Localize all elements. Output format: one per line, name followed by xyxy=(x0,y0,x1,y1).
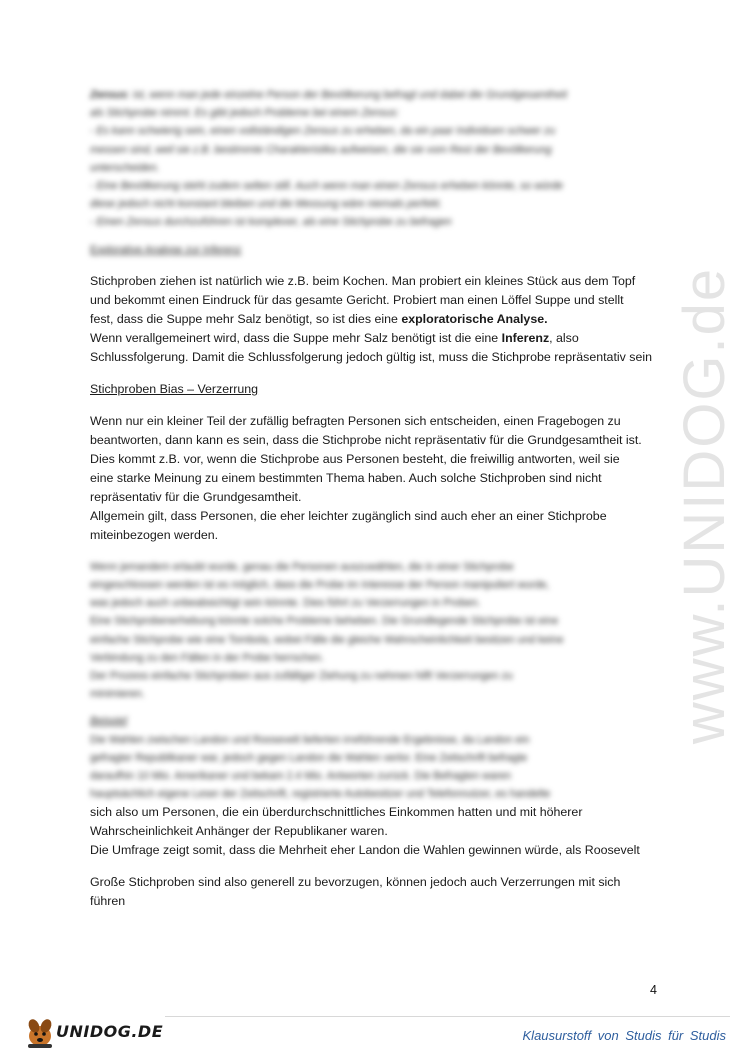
term-exploratory-analysis: exploratorische Analyse. xyxy=(401,311,548,326)
blurred-zensus-block xyxy=(90,86,665,259)
blurred-line: diese jedoch nicht konstant bleiben und die Messung wäre niemals perfekt. xyxy=(90,198,443,211)
paragraph-line: miteinbezogen werden. xyxy=(90,527,219,542)
footer-divider xyxy=(165,1016,730,1017)
paragraph-line xyxy=(90,310,665,329)
blurred-line: was jedoch auch unbeabsichtigt sein könnte. Dies führt zu Verzerrungen in Proben. xyxy=(90,597,481,610)
text-span: Wenn verallgemeinert wird, dass die Suppe mehr Salz benötigt ist die eine xyxy=(90,330,502,345)
blurred-heading: Explorative Analyse zur Inferenz xyxy=(90,243,242,256)
paragraph-line: Wahrscheinlichkeit Anhänger der Republikaner waren. xyxy=(90,824,388,839)
blurred-line xyxy=(90,86,665,104)
text-span: fest, dass die Suppe mehr Salz benötigt, so ist dies eine xyxy=(90,311,402,326)
blurred-line: Verbindung zu den Fällen in der Probe herrschen. xyxy=(90,651,324,664)
paragraph-line: Schlussfolgerung. Damit die Schlussfolgerung jedoch gültig ist, muss die Stichprobe repräsentativ sein xyxy=(90,349,653,364)
term-inference: Inferenz xyxy=(501,330,550,345)
watermark-text: www.UNIDOG.de xyxy=(672,266,738,744)
section-bias xyxy=(90,380,665,545)
paragraph-line: beantworten, dann kann es sein, dass die Stichprobe nicht repräsentativ für die Grundgesamtheit ist. xyxy=(90,432,642,447)
dog-icon xyxy=(22,1014,58,1050)
blurred-line: messen sind, weil sie z.B. bestimmte Charakteristika aufweisen, die sie vom Rest der Bevölkerung xyxy=(90,143,552,156)
blurred-line: daraufhin 10 Mio. Amerikaner und bekam 2.4 Mio. Antworten zurück. Die Befragten waren xyxy=(90,770,512,783)
blurred-sampling-block xyxy=(90,558,665,804)
paragraph-line: und bekommt einen Eindruck für das gesamte Gericht. Probiert man einen Löffel Suppe und stellt xyxy=(90,292,624,307)
text-span: , also xyxy=(549,330,579,345)
page-content xyxy=(90,86,665,911)
section-heading: Stichproben Bias – Verzerrung xyxy=(90,381,259,396)
logo-text: UNIDOG.DE xyxy=(56,1022,164,1041)
blurred-line: unterscheiden. xyxy=(90,161,160,174)
blurred-line: eingeschlossen werden ist es möglich, dass die Probe im Interesse der Person manipuliert wurde, xyxy=(90,579,550,592)
blurred-line: Der Prozess einfache Stichproben aus zufälliger Ziehung zu nehmen hilft Verzerrungen zu xyxy=(90,670,513,683)
paragraph-line xyxy=(90,329,665,348)
blurred-line: minimieren. xyxy=(90,688,145,701)
paragraph-line: führen xyxy=(90,894,126,909)
section-example-conclusion xyxy=(90,803,665,911)
footer-tagline: Klausurstoff von Studis für Studis xyxy=(522,1028,726,1043)
paragraph-line: Die Umfrage zeigt somit, dass die Mehrheit eher Landon die Wahlen gewinnen würde, als Roosevelt xyxy=(90,843,640,858)
paragraph-line: Dies kommt z.B. vor, wenn die Stichprobe aus Personen besteht, die freiwillig antworten, weil sie xyxy=(90,451,620,466)
watermark xyxy=(660,266,750,744)
paragraph-line: repräsentativ für die Grundgesamtheit. xyxy=(90,489,302,504)
paragraph-line: sich also um Personen, die ein überdurchschnittliches Einkommen hatten und mit höherer xyxy=(90,805,583,820)
blurred-line: gefragter Republikaner war, jedoch gegen Landon die Wahlen verlor. Eine Zeitschrift befragte xyxy=(90,751,528,764)
blurred-line: Die Wahlen zwischen Landon und Roosevelt lieferten irreführende Ergebnisse, da Landon ein xyxy=(90,733,530,746)
page-number: 4 xyxy=(650,983,657,997)
paragraph-line: eine starke Meinung zu einem bestimmten Thema haben. Auch solche Stichproben sind nicht xyxy=(90,470,602,485)
paragraph-line: Allgemein gilt, dass Personen, die eher leichter zugänglich sind auch eher an einer Stichprobe xyxy=(90,508,607,523)
blurred-line: - Eine Bevölkerung steht zudem selten still. Auch wenn man einen Zensus erheben könnte, so würde xyxy=(90,180,564,193)
paragraph-line: Große Stichproben sind also generell zu bevorzugen, können jedoch auch Verzerrungen mit sich xyxy=(90,875,621,890)
section-exploration xyxy=(90,272,665,367)
blurred-line: hauptsächlich eigene Leser der Zeitschrift, registrierte Autobesitzer und Telefonnutzer, es handelte xyxy=(90,788,551,801)
blurred-line: einfache Stichprobe wie eine Tombola, wobei Fälle die gleiche Wahrscheinlichkeit besitzen und keine xyxy=(90,633,564,646)
blurred-line: - Es kann schwierig sein, einen vollständigen Zensus zu erheben, da ein paar Individuen schwer zu xyxy=(90,125,556,138)
blurred-line: Wenn jemandem erlaubt wurde, genau die Personen auszuwählen, die in einer Stichprobe xyxy=(90,560,514,573)
paragraph-line: Stichproben ziehen ist natürlich wie z.B. beim Kochen. Man probiert ein kleines Stück aus dem Topf xyxy=(90,273,636,288)
unidog-logo xyxy=(22,1012,162,1052)
blurred-heading: Beispiel xyxy=(90,715,128,728)
blurred-line: als Stichprobe nimmt. Es gibt jedoch Probleme bei einem Zensus: xyxy=(90,107,400,120)
blurred-line: - Einen Zensus durchzuführen ist komplexer, als eine Stichprobe zu befragen xyxy=(90,216,452,229)
blurred-line: Eine Stichprobenerhebung könnte solche Probleme beheben. Die Grundlegende Stichprobe ist eine xyxy=(90,615,559,628)
paragraph-line: Wenn nur ein kleiner Teil der zufällig befragten Personen sich entscheiden, einen Fragebogen zu xyxy=(90,413,621,428)
term-zensus: Zensus xyxy=(90,89,128,101)
blurred-text: : ist, wenn man jede einzelne Person der Bevölkerung befragt und dabei die Grundgesamtheit xyxy=(127,89,568,101)
